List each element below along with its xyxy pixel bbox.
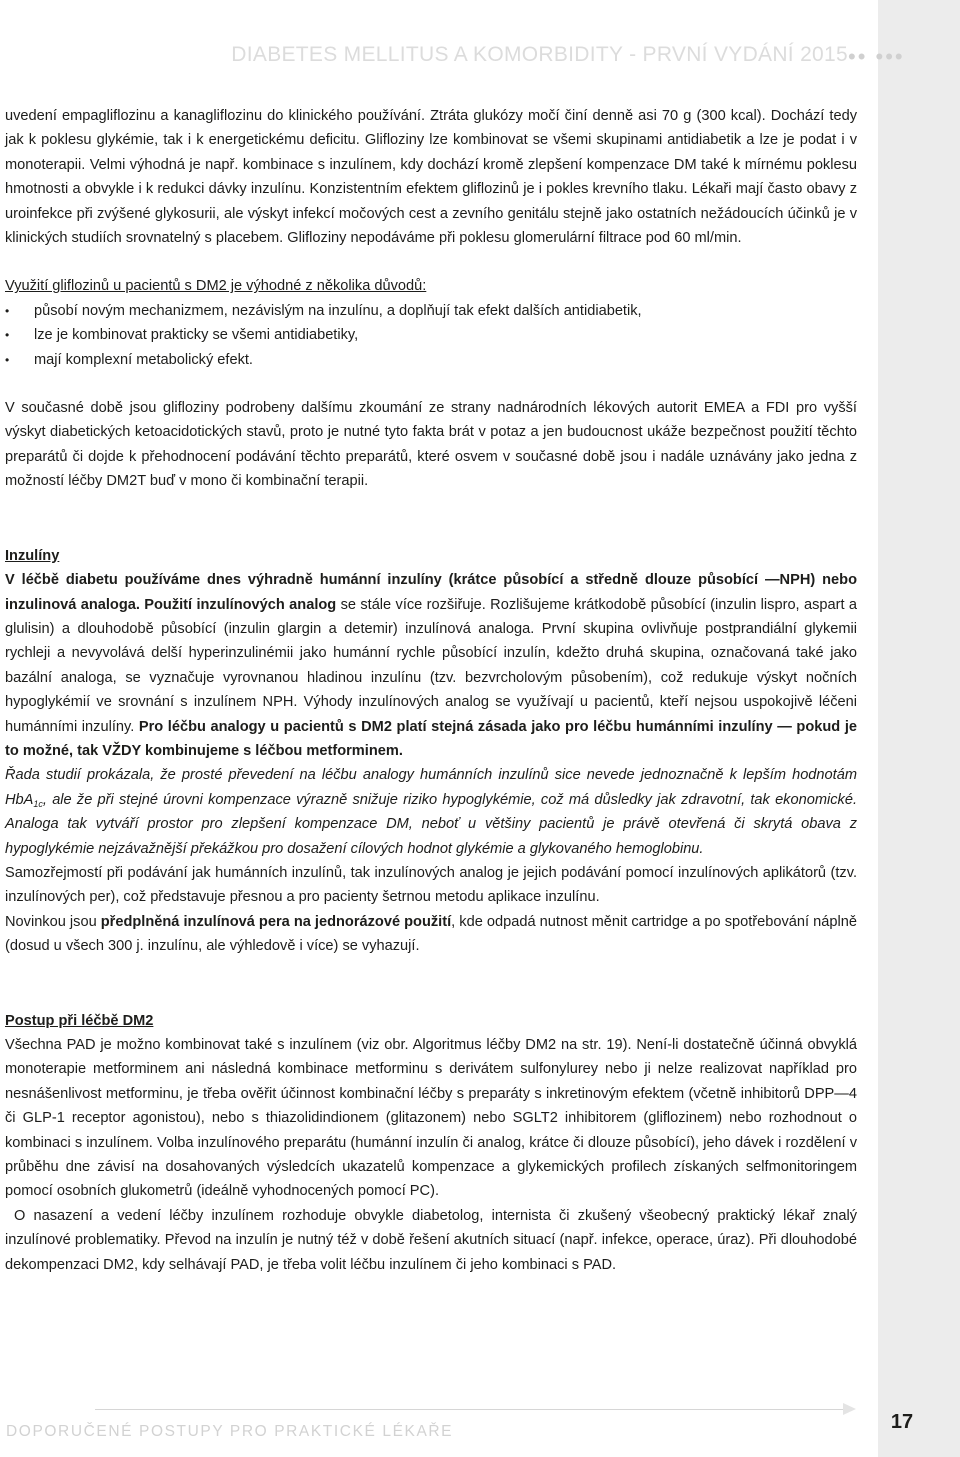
header-dots-ornament: •• ••• xyxy=(848,44,905,69)
prefilled-text-end: , kde odpadá nutnost měnit cartridge a po spotřebování náplně (dosud u všech 300 j. inzulínu, ale výhledově i více) se vyhazují. xyxy=(5,913,857,955)
studies-text-start: Řada studií prokázala, že prosté převedení na léčbu analogy humánních inzulínů sice nevede jednoznačně k lepším hodnotám HbA xyxy=(5,767,857,808)
page-margin-band xyxy=(878,0,960,1457)
insulins-metformin-rule: Pro léčbu analogy u pacientů s DM2 platí stejná zásada jako pro léčbu humánními inzulíny — pokud je to možné, tak VŽDY kombinujeme s léčbou metforminem. xyxy=(5,718,857,759)
page-footer xyxy=(0,1395,960,1457)
pens-paragraph: Samozřejmostí při podávání jak humánních inzulínů, tak inzulínových analog je jejich podávání pomocí inzulínových aplikátorů (tzv. inzulínových per), což představuje přesnou a pro pacienty šetrnou metodu aplikace inzulínu. xyxy=(5,864,857,906)
list-item: • lze je kombinovat prakticky se všemi antidiabetiky, xyxy=(5,323,857,347)
list-item: • působí novým mechanizmem, nezávislým na inzulínu, a doplňují tak efekt dalších antidiabetik, xyxy=(5,299,857,323)
insulins-heading: Inzulíny xyxy=(5,547,60,564)
prefilled-bold: předplněná inzulínová pera na jednorázové použití xyxy=(100,913,452,930)
prefilled-text-start: Novinkou jsou xyxy=(5,913,101,930)
studies-paragraph xyxy=(5,763,857,861)
footer-rule xyxy=(95,1409,845,1410)
advantages-heading: Využití gliflozinů u pacientů s DM2 je výhodné z několika důvodů: xyxy=(5,278,427,295)
insulins-lead-bold: V léčbě diabetu používáme dnes výhradně humánní inzulíny (krátce působící a středně dlouze působící —NPH) nebo inzulinová analoga. Použití inzulínových analog xyxy=(5,572,857,613)
procedure-heading: Postup při léčbě DM2 xyxy=(5,1012,154,1029)
footer-title: DOPORUČENÉ POSTUPY PRO PRAKTICKÉ LÉKAŘE xyxy=(6,1423,454,1440)
intro-paragraph: uvedení empagliflozinu a kanagliflozinu do klinického používání. Ztráta glukózy močí činí denně asi 70 g (300 kcal). Dochází tedy jak k poklesu glykémie, tak i k energetickému deficitu. Glifloziny lze kombinovat se všemi skupinami antidiabetik a lze je podat i v monoterapii. Velmi výhodná je např. kombinace s inzulínem, kdy dochází kromě zlepšení kompenzace DM také k mírnému poklesu hmotnosti a obvykle i k redukci dávky inzulínu. Konzistentním efektem gliflozinů je i pokles krevního tlaku. Lékaři mají často obavy z uroinfekce při zvýšené glykosurii, ale výskyt infekcí močových cest a zevního genitálu stejně jako ostatních nežádoucích účinků je v klinických studiích srovnatelný s placebem. Glifloziny nepodáváme při poklesu glomerulární filtrace pod 60 ml/min. xyxy=(5,108,857,247)
advantages-list xyxy=(5,299,857,372)
insulins-paragraph xyxy=(5,568,857,763)
insulins-body-text: se stále více rozšiřuje. Rozlišujeme krátkodobě působící (inzulin lispro, aspart a glulisin) a dlouhodobě působící (inzulin glargin a detemir) inzulínová analoga. První skupina ovlivňuje postprandiální glykemii rychleji a nevyvolává delší hyperinzulinémii jako humánní rychle působící inzulín, kdežto druhá skupina, označovaná také jako bazální analoga, se vyznačuje vyrovnanou hladinou inzulínu (tzv. bezvrcholovým působením), což redukuje výskyt nočních hypoglykémií ve srovnání s inzulínem NPH. Výhody inzulínových analog se využívají u pacientů, kteří nejsou uspokojivě léčeni humánními inzulíny. xyxy=(5,596,857,735)
page-body xyxy=(5,104,857,1277)
studies-text-end: , ale že při stejné úrovni kompenzace výrazně snižuje riziko hypoglykémie, což má důsledky jak zdravotní, tak ekonomické. Analoga tak vytváří prostor pro zlepšení kompenzace DM, neboť u většiny pacientů je právě otevřená či skrytá obava z hypoglykémie nejzávažnější překážkou pro dosažení cílových hodnot glykémie a glykovaného hemoglobinu. xyxy=(5,791,857,857)
safety-paragraph: V současné době jsou glifloziny podrobeny dalšímu zkoumání ze strany nadnárodních lékových autorit EMEA a FDI pro vyšší výskyt diabetických ketoacidotických stavů, proto je nutné tyto fakta brát v potaz a jen budoucnost ukáže bezpečnost použití těchto preparátů či dojde k přehodnocení podávání těchto preparátů, které osvem v současné době jsou i nadále uznávány jako jedna z možností léčby DM2T buď v mono či kombinační terapii. xyxy=(5,400,857,490)
footer-arrow-icon xyxy=(843,1403,856,1415)
procedure-paragraph: Všechna PAD je možno kombinovat také s inzulínem (viz obr. Algoritmus léčby DM2 na str. 19). Není-li dostatečně účinná obvyklá monoterapie metforminem ani následná kombinace metforminu s derivátem sulfonylurey nebo ji nelze realizovat například pro nesnášenlivost metforminu, je třeba ověřit účinnost kombinační léčby s preparáty s inkretinovým efektem (včetně inhibitorů DPP—4 či GLP-1 receptor agonistou), nebo s thiazolidindionem (glitazonem) nebo SGLT2 inhibitorem (gliflozinem) nebo rozhodnout o kombinaci s inzulínem. Volba inzulínového preparátu (humánní inzulín či analog, krátce či dlouze působící), jeho dávek i rozdělení v průběhu dne závisí na dosahovaných výsledcích ukazatelů kompenzace a glykemických profilech získaných selfmonitoringem pomocí osobních glukometrů (ideálně vyhodnocených pomocí PC). xyxy=(5,1037,857,1200)
hba1c-subscript: 1c xyxy=(33,798,43,809)
running-header-title: DIABETES MELLITUS A KOMORBIDITY - PRVNÍ VYDÁNÍ 2015 xyxy=(231,43,848,66)
page-number: 17 xyxy=(890,1411,914,1433)
insulin-decision-paragraph: O nasazení a vedení léčby inzulínem rozhoduje obvykle diabetolog, internista či zkušený všeobecný praktický lékař znalý inzulínové problematiky. Převod na inzulín je nutný též v době řešení akutních situací (např. infekce, operace, úraz). Při dlouhodobé dekompenzaci DM2, kdy selhávají PAD, je třeba volit léčbu inzulínem či jeho kombinaci s PAD. xyxy=(5,1207,857,1273)
list-item: • mají komplexní metabolický efekt. xyxy=(5,348,857,372)
prefilled-pens-paragraph xyxy=(5,910,857,959)
running-header xyxy=(0,40,960,80)
